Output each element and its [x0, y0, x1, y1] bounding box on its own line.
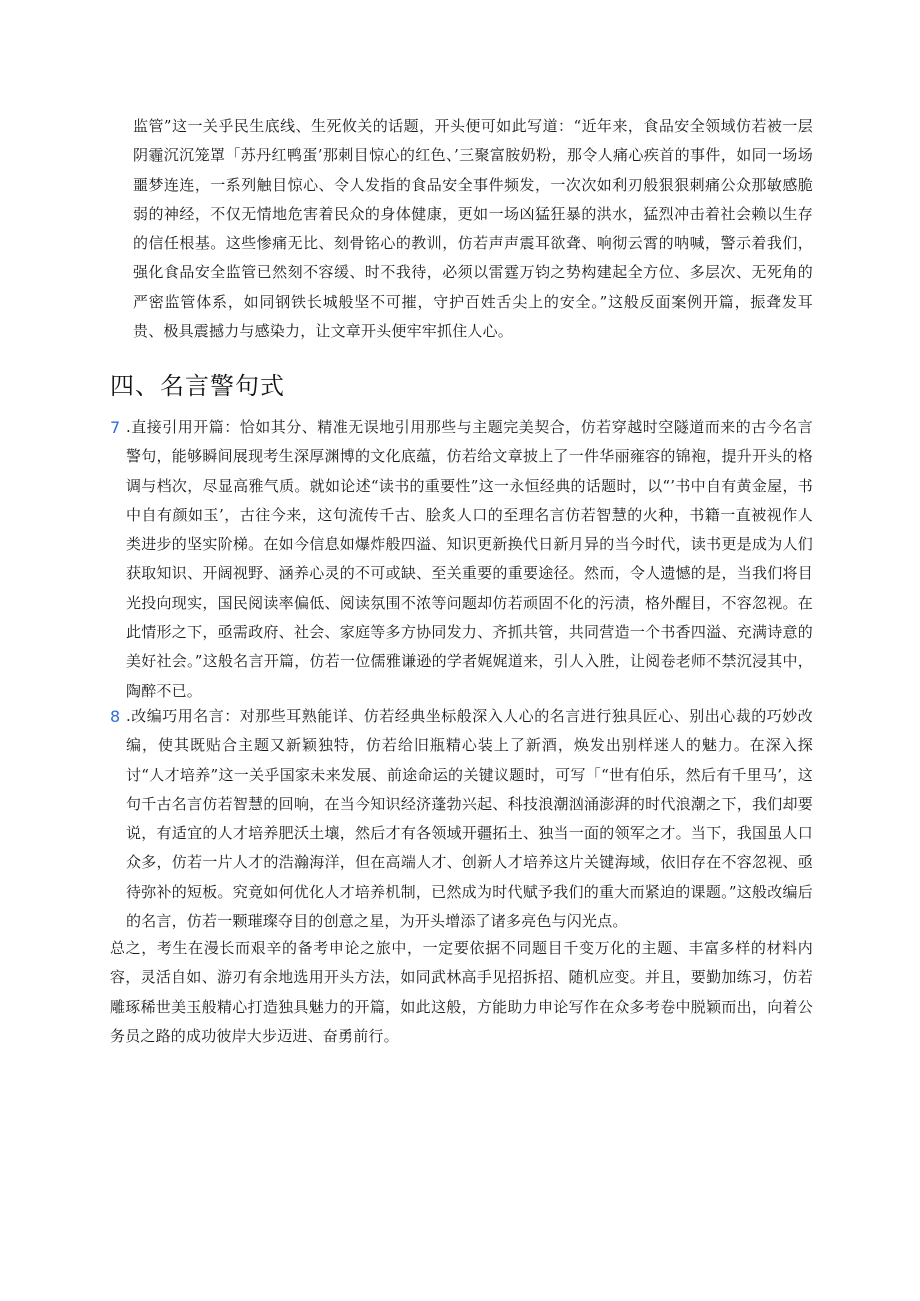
- section-heading: 四、名言警句式: [110, 372, 285, 400]
- list-item-number: 8: [110, 707, 121, 726]
- conclusion-paragraph: 总之，考生在漫长而艰辛的备考申论之旅中，一定要依据不同题目千变万化的主题、丰富多样的材料内容，灵活自如、游刃有余地选用开头方法，如同武林高手见招拆招、随机应变。并且，要勤加练习，仿若雕琢稀世美玉般精心打造独具魅力的开篇，如此这般，方能助力申论写作在众多考卷中脱颖而出，向着公务员之路的成功彼岸大步迈进、奋勇前行。: [110, 939, 813, 1045]
- list-item-text: .直接引用开篇：恰如其分、精准无误地引用那些与主题完美契合，仿若穿越时空隧道而来的古今名言警句，能够瞬间展现考生深厚渊博的文化底蕴，仿若给文章披上了一件华丽雍容的锦袍，提升开头的格调与档次，尽显高雅气质。就如论述“读书的重要性”这一永恒经典的话题时，以“’书中自有黄金屋，书中自有颜如玉’，古往今来，这句流传千古、脍炙人口的至理名言仿若智慧的火种，书籍一直被视作人类进步的坚实阶梯。在如今信息如爆炸般四溢、知识更新换代日新月异的当今时代，读书更是成为人们获取知识、开阔视野、涵养心灵的不可或缺、至关重要的重要途径。然而，令人遗憾的是，当我们将目光投向现实，国民阅读率偏低、阅读氛围不浓等问题却仿若顽固不化的污渍，格外醒目，不容忽视。在此情形之下，亟需政府、社会、家庭等多方协同发力、齐抓共管，共同营造一个书香四溢、充满诗意的美好社会。”这般名言开篇，仿若一位儒雅谦逊的学者娓娓道来，引人入胜，让阅卷老师不禁沉浸其中，陶醉不已。: [126, 418, 813, 700]
- list-item-number: 7: [110, 418, 121, 437]
- list-item-text: .改编巧用名言：对那些耳熟能详、仿若经典坐标般深入人心的名言进行独具匠心、别出心裁的巧妙改编，使其既贴合主题又新颖独特，仿若给旧瓶精心装上了新酒，焕发出别样迷人的魅力。在深入探讨“人才培养”这一关乎国家未来发展、前途命运的关键议题时，可写「“世有伯乐，然后有千里马’，这句千古名言仿若智慧的回响，在当今知识经济蓬勃兴起、科技浪潮汹涌澎湃的时代浪潮之下，我们却要说，有适宜的人才培养肥沃土壤，然后才有各领域开疆拓土、独当一面的领军之才。当下，我国虽人口众多，仿若一片人才的浩瀚海洋，但在高端人才、创新人才培养这片关键海域，依旧存在不容忽视、亟待弥补的短板。究竟如何优化人才培养机制，已然成为时代赋予我们的重大而紧迫的课题。”这般改编后的名言，仿若一颗璀璨夺目的创意之星，为开头增添了诸多亮色与闪光点。: [126, 707, 813, 931]
- intro-paragraph: 监管”这一关乎民生底线、生死攸关的话题，开头便可如此写道：“近年来，食品安全领域仿若被一层阴霾沉沉笼罩「苏丹红鸭蛋’那刺目惊心的红色、’三聚富胺奶粉，那令人痛心疾首的事件，如同一场场噩梦连连，一系列触目惊心、令人发指的食品安全事件频发，一次次如利刃般狠狠刺痛公众那敏感脆弱的神经，不仅无情地危害着民众的身体健康，更如一场凶猛狂暴的洪水，猛烈冲击着社会赖以生存的信任根基。这些惨痛无比、刻骨铭心的教训，仿若声声震耳欲聋、响彻云霄的呐喊，警示着我们，强化食品安全监管已然刻不容缓、时不我待，必须以雷霆万钧之势构建起全方位、多层次、无死角的严密监管体系，如同钢铁长城般坚不可摧，守护百姓舌尖上的安全。”这般反面案例开篇，振聋发耳贵、极具震撼力与感染力，让文章开头便牢牢抓住人心。: [133, 117, 813, 341]
